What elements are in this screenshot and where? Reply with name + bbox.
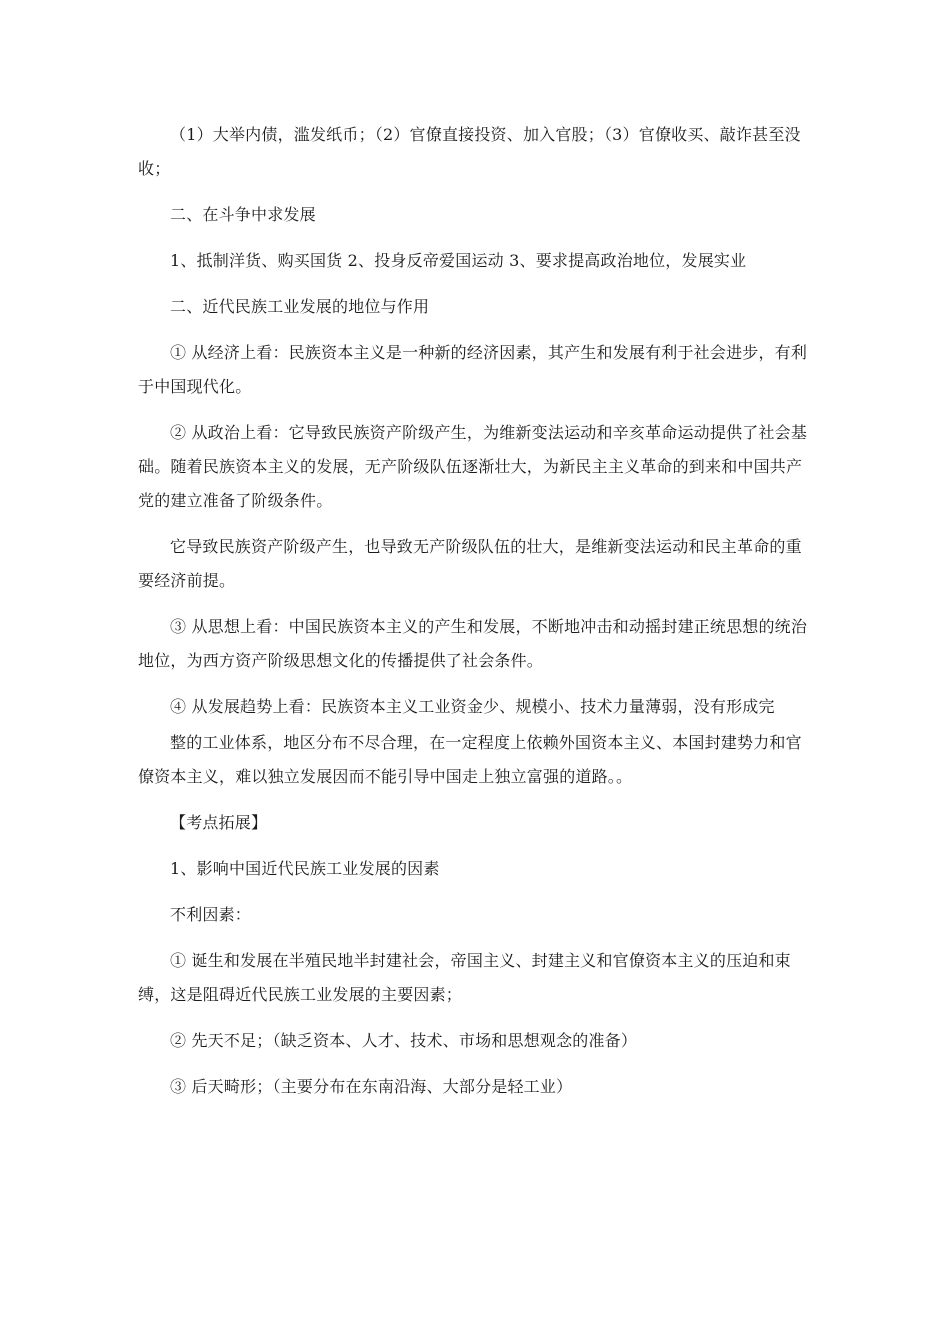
heading-influencing-factors: 1、影响中国近代民族工业发展的因素 [170,859,440,878]
paragraph-struggle-measures: 1、抵制洋货、购买国货 2、投身反帝爱国运动 3、要求提高政治地位，发展实业 [170,251,747,270]
paragraph-economic-view: ① 从经济上看：民族资本主义是一种新的经济因素，其产生和发展有利于社会进步，有利于中国现代化。 [138,343,808,396]
paragraph-official-capital-methods: （1）大举内债，滥发纸币；（2）官僚直接投资、加入官股；（3）官僚收买、敲诈甚至没收； [138,125,801,178]
heading-status-and-role: 二、近代民族工业发展的地位与作用 [170,297,430,316]
paragraph-factor-2: ② 先天不足；（缺乏资本、人才、技术、市场和思想观念的准备） [170,1031,638,1050]
paragraph-trend-view-continued: 整的工业体系，地区分布不尽合理，在一定程度上依赖外国资本主义、本国封建势力和官僚资本主义，难以独立发展因而不能引导中国走上独立富强的道路。。 [138,733,802,786]
paragraph-ideological-view: ③ 从思想上看：中国民族资本主义的产生和发展，不断地冲击和动摇封建正统思想的统治地位，为西方资产阶级思想文化的传播提供了社会条件。 [138,617,808,670]
paragraph-trend-view: ④ 从发展趋势上看：民族资本主义工业资金少、规模小、技术力量薄弱，没有形成完 [170,697,775,716]
document-page [138,118,814,1116]
paragraph-factor-1: ① 诞生和发展在半殖民地半封建社会，帝国主义、封建主义和官僚资本主义的压迫和束缚，这是阻碍近代民族工业发展的主要因素； [138,951,791,1004]
heading-struggle-development: 二、在斗争中求发展 [170,205,316,224]
paragraph-factor-3: ③ 后天畸形；（主要分布在东南沿海、大部分是轻工业） [170,1077,573,1096]
paragraph-class-summary: 它导致民族资产阶级产生，也导致无产阶级队伍的壮大，是维新变法运动和民主革命的重要经济前提。 [138,537,802,590]
heading-unfavorable-factors: 不利因素： [170,905,252,924]
heading-extension: 【考点拓展】 [170,813,268,832]
paragraph-political-view: ② 从政治上看：它导致民族资产阶级产生，为维新变法运动和辛亥革命运动提供了社会基础。随着民族资本主义的发展，无产阶级队伍逐渐壮大，为新民主主义革命的到来和中国共产党的建立准备了阶级条件。 [138,423,808,510]
